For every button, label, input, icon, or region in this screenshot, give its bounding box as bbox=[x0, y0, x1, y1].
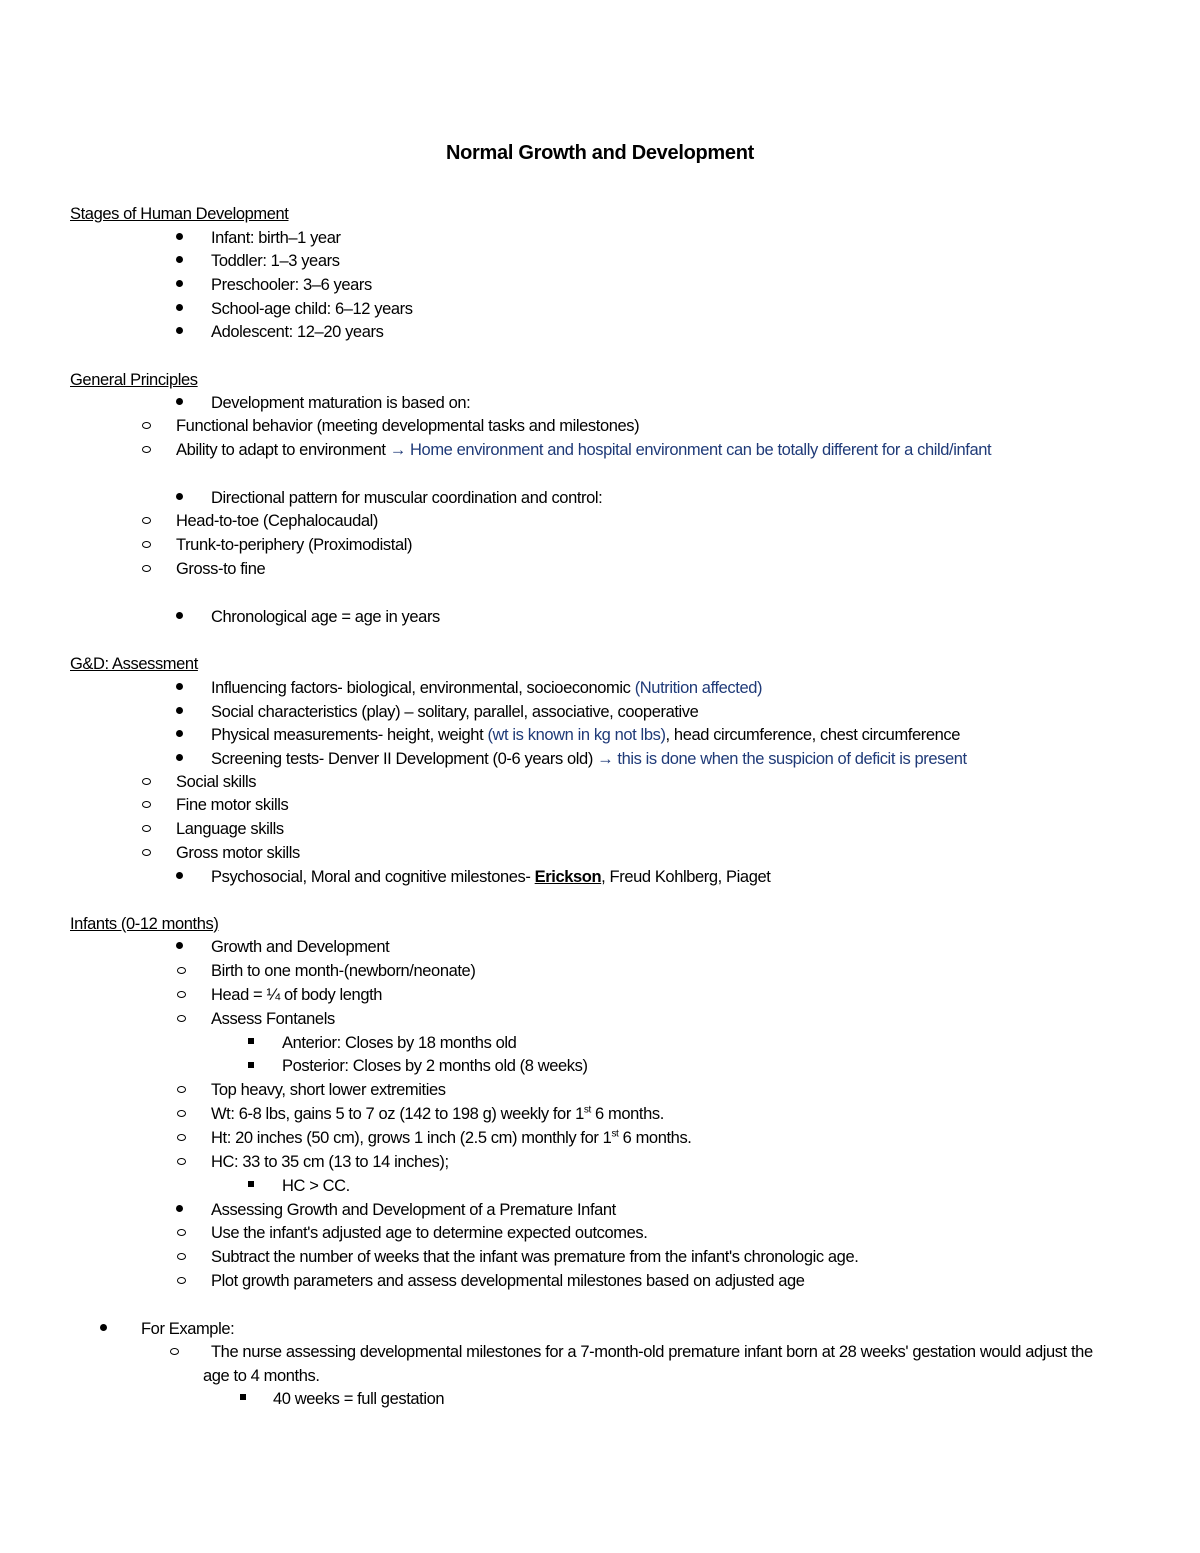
item-text: 6 months. bbox=[618, 1129, 692, 1147]
list-item-continuation: age to 4 months. bbox=[203, 1367, 320, 1385]
list-item: Preschooler: 3–6 years bbox=[211, 276, 372, 294]
list-item: Fine motor skills bbox=[176, 796, 289, 814]
bullet-icon bbox=[176, 683, 183, 690]
list-item: Social characteristics (play) – solitary, parallel, associative, cooperative bbox=[211, 703, 699, 721]
list-item: Gross motor skills bbox=[176, 844, 300, 862]
bullet-icon bbox=[176, 398, 183, 405]
circle-bullet-icon bbox=[177, 1086, 186, 1093]
list-item: The nurse assessing developmental milestones for a 7-month-old premature infant born at 28 weeks' gestation would adjust the bbox=[211, 1343, 1093, 1361]
circle-bullet-icon bbox=[177, 1277, 186, 1284]
circle-bullet-icon bbox=[177, 1158, 186, 1165]
list-item: HC > CC. bbox=[282, 1177, 350, 1195]
item-text: 6 months. bbox=[590, 1105, 664, 1123]
item-text: Wt: 6-8 lbs, gains 5 to 7 oz (142 to 198 g) weekly for 1 bbox=[211, 1105, 584, 1123]
item-text: , head circumference, chest circumference bbox=[665, 726, 961, 744]
item-text: Physical measurements- height, weight bbox=[211, 726, 488, 744]
circle-bullet-icon bbox=[177, 1015, 186, 1022]
bullet-icon bbox=[176, 1205, 183, 1212]
circle-bullet-icon bbox=[142, 778, 151, 785]
list-item: School-age child: 6–12 years bbox=[211, 300, 413, 318]
list-item: HC: 33 to 35 cm (13 to 14 inches); bbox=[211, 1153, 449, 1171]
arrow-icon: → bbox=[389, 441, 406, 459]
list-item bbox=[211, 1103, 664, 1125]
circle-bullet-icon bbox=[177, 1134, 186, 1141]
square-bullet-icon bbox=[248, 1181, 254, 1187]
bullet-icon bbox=[176, 730, 183, 737]
circle-bullet-icon bbox=[177, 1229, 186, 1236]
bullet-icon bbox=[176, 304, 183, 311]
circle-bullet-icon bbox=[177, 991, 186, 998]
list-item bbox=[176, 439, 991, 461]
list-item: Top heavy, short lower extremities bbox=[211, 1081, 446, 1099]
list-item: Plot growth parameters and assess developmental milestones based on adjusted age bbox=[211, 1272, 805, 1290]
circle-bullet-icon bbox=[177, 1253, 186, 1260]
list-item bbox=[211, 748, 967, 770]
arrow-icon: → bbox=[597, 750, 614, 768]
bullet-icon bbox=[176, 872, 183, 879]
item-text: Influencing factors- biological, environmental, socioeconomic bbox=[211, 679, 635, 697]
bullet-icon bbox=[176, 280, 183, 287]
emphasis-text: Erickson bbox=[534, 868, 602, 886]
list-item: Adolescent: 12–20 years bbox=[211, 323, 384, 341]
bullet-icon bbox=[176, 327, 183, 334]
circle-bullet-icon bbox=[142, 541, 151, 548]
list-item: Assessing Growth and Development of a Premature Infant bbox=[211, 1201, 616, 1219]
list-item: Directional pattern for muscular coordination and control: bbox=[211, 489, 603, 507]
note-text: (Nutrition affected) bbox=[634, 679, 763, 697]
list-item: For Example: bbox=[141, 1320, 235, 1338]
list-item: Posterior: Closes by 2 months old (8 weeks) bbox=[282, 1057, 588, 1075]
list-item: Functional behavior (meeting developmental tasks and milestones) bbox=[176, 417, 640, 435]
circle-bullet-icon bbox=[142, 446, 151, 453]
item-text: Psychosocial, Moral and cognitive milestones- bbox=[211, 868, 535, 886]
note-text: (wt is known in kg not lbs) bbox=[487, 726, 666, 744]
item-text: Screening tests- Denver II Development (0-6 years old) bbox=[211, 750, 598, 768]
circle-bullet-icon bbox=[142, 801, 151, 808]
list-item: Use the infant's adjusted age to determine expected outcomes. bbox=[211, 1224, 648, 1242]
list-item: Growth and Development bbox=[211, 938, 390, 956]
list-item: Toddler: 1–3 years bbox=[211, 252, 340, 270]
section-heading-principles: General Principles bbox=[70, 371, 198, 389]
note-text: this is done when the suspicion of deficit is present bbox=[613, 750, 967, 768]
list-item: Head = ¼ of body length bbox=[211, 986, 383, 1004]
circle-bullet-icon bbox=[142, 849, 151, 856]
item-text: Ht: 20 inches (50 cm), grows 1 inch (2.5 cm) monthly for 1 bbox=[211, 1129, 612, 1147]
list-item: Language skills bbox=[176, 820, 284, 838]
bullet-icon bbox=[176, 493, 183, 500]
superscript: st bbox=[611, 1128, 619, 1140]
circle-bullet-icon bbox=[170, 1348, 179, 1355]
square-bullet-icon bbox=[240, 1394, 246, 1400]
bullet-icon bbox=[176, 707, 183, 714]
bullet-icon bbox=[176, 233, 183, 240]
list-item: 40 weeks = full gestation bbox=[273, 1390, 445, 1408]
item-text: Ability to adapt to environment bbox=[176, 441, 390, 459]
page-title: Normal Growth and Development bbox=[445, 142, 754, 164]
section-heading-infants: Infants (0-12 months) bbox=[70, 915, 219, 933]
list-item: Assess Fontanels bbox=[211, 1010, 335, 1028]
circle-bullet-icon bbox=[142, 517, 151, 524]
circle-bullet-icon bbox=[142, 422, 151, 429]
list-item: Trunk-to-periphery (Proximodistal) bbox=[176, 536, 413, 554]
bullet-icon bbox=[176, 942, 183, 949]
list-item bbox=[211, 1127, 691, 1149]
superscript: st bbox=[583, 1104, 591, 1116]
section-heading-assessment: G&D: Assessment bbox=[70, 655, 198, 673]
list-item: Gross-to fine bbox=[176, 560, 266, 578]
item-text: , Freud Kohlberg, Piaget bbox=[601, 868, 771, 886]
circle-bullet-icon bbox=[142, 565, 151, 572]
list-item: Social skills bbox=[176, 773, 257, 791]
section-heading-stages: Stages of Human Development bbox=[70, 205, 289, 223]
list-item: Development maturation is based on: bbox=[211, 394, 471, 412]
bullet-icon bbox=[176, 256, 183, 263]
square-bullet-icon bbox=[248, 1062, 254, 1068]
list-item bbox=[211, 677, 762, 699]
list-item: Subtract the number of weeks that the infant was premature from the infant's chronologic age. bbox=[211, 1248, 859, 1266]
bullet-icon bbox=[176, 612, 183, 619]
list-item bbox=[211, 866, 770, 888]
bullet-icon bbox=[100, 1324, 107, 1331]
list-item: Birth to one month-(newborn/neonate) bbox=[211, 962, 476, 980]
square-bullet-icon bbox=[248, 1038, 254, 1044]
list-item: Infant: birth–1 year bbox=[211, 229, 341, 247]
note-text: Home environment and hospital environment can be totally different for a child/infant bbox=[405, 441, 992, 459]
list-item: Head-to-toe (Cephalocaudal) bbox=[176, 512, 378, 530]
circle-bullet-icon bbox=[142, 825, 151, 832]
circle-bullet-icon bbox=[177, 1110, 186, 1117]
bullet-icon bbox=[176, 754, 183, 761]
list-item bbox=[211, 724, 960, 746]
circle-bullet-icon bbox=[177, 967, 186, 974]
list-item: Chronological age = age in years bbox=[211, 608, 440, 626]
list-item: Anterior: Closes by 18 months old bbox=[282, 1034, 517, 1052]
